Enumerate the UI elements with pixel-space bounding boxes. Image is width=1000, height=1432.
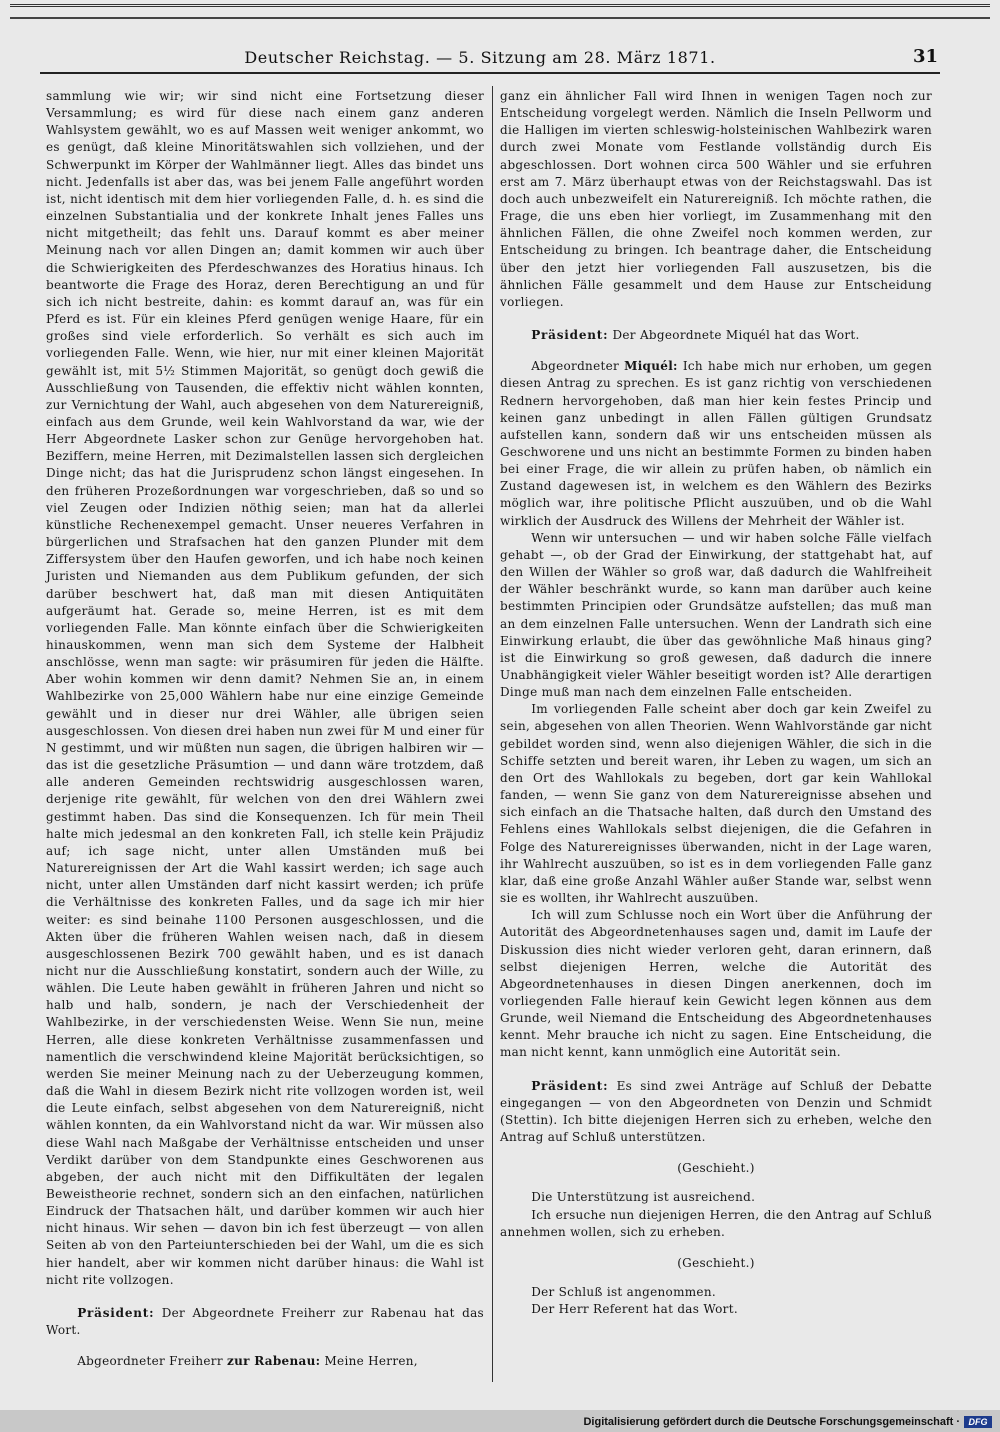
- dfg-logo: DFG: [964, 1416, 992, 1428]
- speaker-text: Meine Herren,: [324, 1354, 418, 1369]
- speaker-text: Der Abgeordnete Miquél hat das Wort.: [612, 328, 860, 343]
- speaker-name: Präsident:: [77, 1305, 155, 1320]
- speaker-name: zur Rabenau:: [227, 1354, 321, 1369]
- speaker-paragraph: [500, 358, 932, 530]
- paragraph: Die Unterstützung ist ausreichend.: [531, 1190, 756, 1205]
- footer-credit: Digitalisierung gefördert durch die Deutsche Forschungsgemeinschaft ·: [583, 1416, 960, 1428]
- paragraph: Der Schluß ist angenommen.: [531, 1285, 716, 1299]
- speaker-name: Miquél:: [624, 359, 678, 374]
- footer-bar: [0, 1410, 1000, 1432]
- speaker-paragraph: [500, 327, 932, 344]
- paragraph: Wenn wir untersuchen — und wir haben solche Fälle vielfach gehabt —, ob der Grad der Einwirkung, der stattgehabt hat, auf den Willen der Wähler so groß war, daß dadurch die Wahlfreiheit der Wähler beschränkt wurde, so kann man darüber auch keine bestimmten Principien oder Grundsätze aufstellen; das muß man an dem einzelnen Falle untersuchen. Wenn der Landrath sich eine Einwirkung erlaubt, die über das gewöhnliche Maß hinaus ging? ist die Einwirkung so groß gewesen, daß dadurch die innere Unabhängigkeit vieler Wähler beseitigt worden ist? Alle derartigen Dinge muß man nach dem einzelnen Falle entscheiden.: [500, 530, 932, 700]
- paragraph: ganz ein ähnlicher Fall wird Ihnen in wenigen Tagen noch zur Entscheidung vorgelegt werden. Nämlich die Inseln Pellworm und die Halligen im vierten schleswig-holsteinischen Wahlbezirk waren durch zwei Monate vom Festlande vollständig durch Eis abgeschlossen. Dort wohnen circa 500 Wähler und sie erfuhren erst am 7. März überhaupt etwas von der Reichstagswahl. Das ist doch auch unbezweifelt ein Naturereigniß. Ich möchte rathen, die Frage, die uns eben hier vorliegt, im Zusammenhang mit den ähnlichen Fällen, die ohne Zweifel noch kommen werden, zur Entscheidung zu bringen. Ich beantrage daher, die Entscheidung über den jetzt hier vorliegenden Fall auszusetzen, bis die ähnlichen Fälle gesammelt und dem Hause zur Entscheidung vorliegen.: [500, 89, 932, 309]
- speaker-prefix: Abgeordneter Freiherr: [77, 1354, 223, 1369]
- stage-direction: (Geschieht.): [677, 1161, 755, 1176]
- page-number: 31: [912, 46, 938, 67]
- paragraph: Ich will zum Schlusse noch ein Wort über die Anführung der Autorität des Abgeordnetenhauses sagen und, damit im Laufe der Diskussion dies nicht wieder verloren geht, daran erinnern, daß selbst diejenigen Herren, welche die Autorität des Abgeordnetenhauses in diesen Dingen anerkennen, doch im vorliegenden Falle hierauf kein Gewicht legen können aus dem Grunde, weil Niemand die Entscheidung des Abgeordnetenhauses kennt. Mehr brauche ich nicht zu sagen. Eine Entscheidung, die man nicht kennt, kann unmöglich eine Autorität sein.: [500, 908, 932, 1060]
- paragraph: Im vorliegenden Falle scheint aber doch gar kein Zweifel zu sein, abgesehen von allen Theorien. Wenn Wahlvorstände gar nicht gebildet worden sind, wenn also diejenigen Wähler, die sich in die Schiffe setzten und bereit waren, ihr Leben zu wagen, um sich an den Ort des Wahllokals zu begeben, dort gar kein Wahllokal fanden, — wenn Sie ganz von dem Naturereignisse absehen und sich einfach an die Thatsache halten, daß durch den Umstand des Fehlens eines Wahllokals selbst diejenigen, die die Gefahren in Folge des Naturereignisses überwanden, nicht in der Lage waren, ihr Wahlrecht auszuüben, so ist es in dem vorliegenden Falle ganz klar, daß eine große Anzahl Wähler außer Stande war, selbst wenn sie es wollten, ihr Wahlrecht auszuüben.: [500, 702, 932, 906]
- speaker-name: Präsident:: [531, 328, 609, 343]
- paragraph: Der Herr Referent hat das Wort.: [531, 1302, 738, 1317]
- header-title: Deutscher Reichstag. — 5. Sitzung am 28. März 1871.: [244, 48, 716, 67]
- speaker-paragraph: [46, 1353, 484, 1370]
- page-header: [30, 46, 938, 70]
- paragraph: sammlung wie wir; wir sind nicht eine Fortsetzung dieser Versammlung; es wird für diese nach einem ganz anderen Wahlsystem gewählt, wo es auf Massen weit weniger ankommt, wo es genügt, daß kleine Minoritätswahlen sich vollziehen, und der Schwerpunkt im Körper der Wahlmänner liegt. Alles das bindet uns nicht. Jedenfalls ist aber das, was bei jenem Falle angeführt worden ist, nicht identisch mit dem hier vorliegenden Falle, d. h. es sind die einzelnen Substantialia und der konkrete Inhalt jenes Falles uns nicht mitgetheilt; das fehlt uns. Darauf kommt es aber meiner Meinung nach vor allen Dingen an; damit kommen wir auch über die Schwierigkeiten des Pferdeschwanzes des Horatius hinaus. Ich beantworte die Frage des Horaz, deren Berechtigung an und für sich ich nicht bestreite, dahin: es kommt darauf an, was für ein Pferd es ist. Für ein kleines Pferd genügen wenige Haare, für ein großes sind viele erforderlich. So verhält es sich auch im vorliegenden Falle. Wenn, wie hier, nur mit einer kleinen Majorität gewählt ist, mit 5½ Stimmen Majorität, so genügt doch gewiß die Ausschließung von Tausenden, die effektiv nicht wählen konnten, zur Vernichtung der Wahl, auch abgesehen von dem Naturereigniß, einfach aus dem Grunde, weil kein Wahlvorstand da war, wie der Herr Abgeordnete Lasker schon zur Genüge hervorgehoben hat. Beziffern, meine Herren, mit Dezimalstellen lassen sich dergleichen Dinge nicht; das hat die Jurisprudenz schon längst eingesehen. In den früheren Prozeßordnungen war vorgeschrieben, daß so und so viel Zeugen oder Indizien nöthig seien; man hat da allerlei künstliche Rechenexempel gemacht. Unser neueres Verfahren in bürgerlichen und Strafsachen hat den ganzen Plunder mit dem Ziffersystem über den Haufen geworfen, und ich habe noch keinen Juristen und Niemanden aus dem Publikum gefunden, der sich darüber beschwert hat, daß man mit diesen Antiquitäten aufgeräumt hat. Gerade so, meine Herren, ist es mit dem vorliegenden Falle. Man könnte einfach über die Schwierigkeiten hinauskommen, wenn man sich dem Systeme der Halbheit anschlösse, wenn man sagte: wir präsumiren für jeden die Hälfte. Aber wohin kommen wir denn damit? Nehmen Sie an, in einem Wahlbezirke von 25,000 Wählern habe nur eine einzige Gemeinde gewählt und in dieser nur drei Wähler, alle übrigen seien ausgeschlossen. Von diesen drei haben nun zwei für M und einer für N gestimmt, und wir müßten nun sagen, die übrigen halbiren wir — das ist die gesetzliche Präsumtion — und dann wäre trotzdem, daß alle anderen Gemeinden rechtswidrig ausgeschlossen waren, derjenige rite gewählt, für welchen von den drei Wählern zwei gestimmt haben. Das sind die Konsequenzen. Ich für mein Theil halte mich jedesmal an den konkreten Fall, ich stelle kein Präjudiz auf; ich sage nicht, unter allen Umständen muß bei Naturereignissen der Art die Wahl kassirt werden; ich sage auch nicht, unter allen Umständen darf nicht kassirt werden; ich prüfe die Verhältnisse des konkreten Falles, und da sage ich mir hier weiter: es sind beinahe 1100 Personen ausgeschlossen, und die Akten über die früheren Wahlen weisen nach, daß in diesem ausgeschlossenen Bezirk 700 gewählt haben, und es ist danach nicht nur die Ausschließung konstatirt, sondern auch der Wille, zu wählen. Die Leute haben gewählt in früheren Jahren und nicht so halb und halb, sondern, je nach der Verschiedenheit der Wahlbezirke, in der verschiedensten Weise. Wenn Sie nun, meine Herren, alle diese konkreten Verhältnisse zusammenfassen und namentlich die verschwindend kleine Majorität berücksichtigen, so werden Sie meiner Meinung nach zu der Ueberzeugung kommen, daß die Wahl in diesem Bezirk nicht rite vollzogen worden ist, weil die Leute einfach, selbst abgesehen von dem Naturereigniß, nicht wählen konnten, da ein Wahlvorstand nicht da war. Wir müssen also diese Wahl nach Maßgabe der Verhältnisse entscheiden und unser Verdikt darüber von dem Standpunkte eines Geschworenen aus abgeben, der auch nicht mit den Diffikultäten der legalen Beweistheorie rechnet, sondern sich an den einfachen, natürlichen Eindruck der Thatsachen hält, und darüber kommen wir auch hier nicht hinaus. Wir sehen — davon bin ich fest überzeugt — von allen Seiten ab von den Parteiunterschieden bei der Wahl, um die es sich hier handelt, aber wir kommen nicht darüber hinaus: die Wahl ist nicht rite vollzogen.: [46, 89, 484, 1287]
- column-divider: [492, 86, 493, 1382]
- speaker-paragraph: [500, 1078, 932, 1147]
- speaker-text: Der Abgeordnete Freiherr zur Rabenau hat das Wort.: [46, 1305, 484, 1338]
- top-rule: [10, 4, 990, 19]
- speaker-text: Es sind zwei Anträge auf Schluß der Debatte eingegangen — von den Abgeordneten von Denzin und Schmidt (Stettin). Ich bitte diejenigen Herren sich zu erheben, welche den Antrag auf Schluß unterstützen.: [500, 1078, 932, 1145]
- stage-direction: (Geschieht.): [677, 1255, 755, 1270]
- speaker-paragraph: [46, 1305, 484, 1339]
- right-column: [500, 88, 932, 1318]
- left-column: [46, 88, 484, 1370]
- speaker-name: Präsident:: [531, 1078, 609, 1093]
- speaker-prefix: Abgeordneter: [531, 359, 620, 374]
- paragraph: Ich ersuche nun diejenigen Herren, die den Antrag auf Schluß annehmen wollen, sich zu erheben.: [500, 1207, 932, 1239]
- speaker-text: Ich habe mich nur erhoben, um gegen diesen Antrag zu sprechen. Es ist ganz richtig von verschiedenen Rednern hervorgehoben, daß man hier kein festes Princip und keinen ganz unbedingt in allen Fällen gültigen Grundsatz aufstellen kann, sondern daß wir uns entscheiden müssen als Geschworene und uns nicht an bestimmte Formen zu binden haben bei einer Frage, die wir allein zu prüfen haben, ob nämlich ein Zustand dagewesen ist, in welchem es den Wählern des Bezirks möglich war, ihre politische Pflicht auszuüben, und ob die Wahl wirklich der Ausdruck des Willens der Mehrheit der Wähler ist.: [500, 359, 932, 528]
- header-rule: [40, 72, 940, 74]
